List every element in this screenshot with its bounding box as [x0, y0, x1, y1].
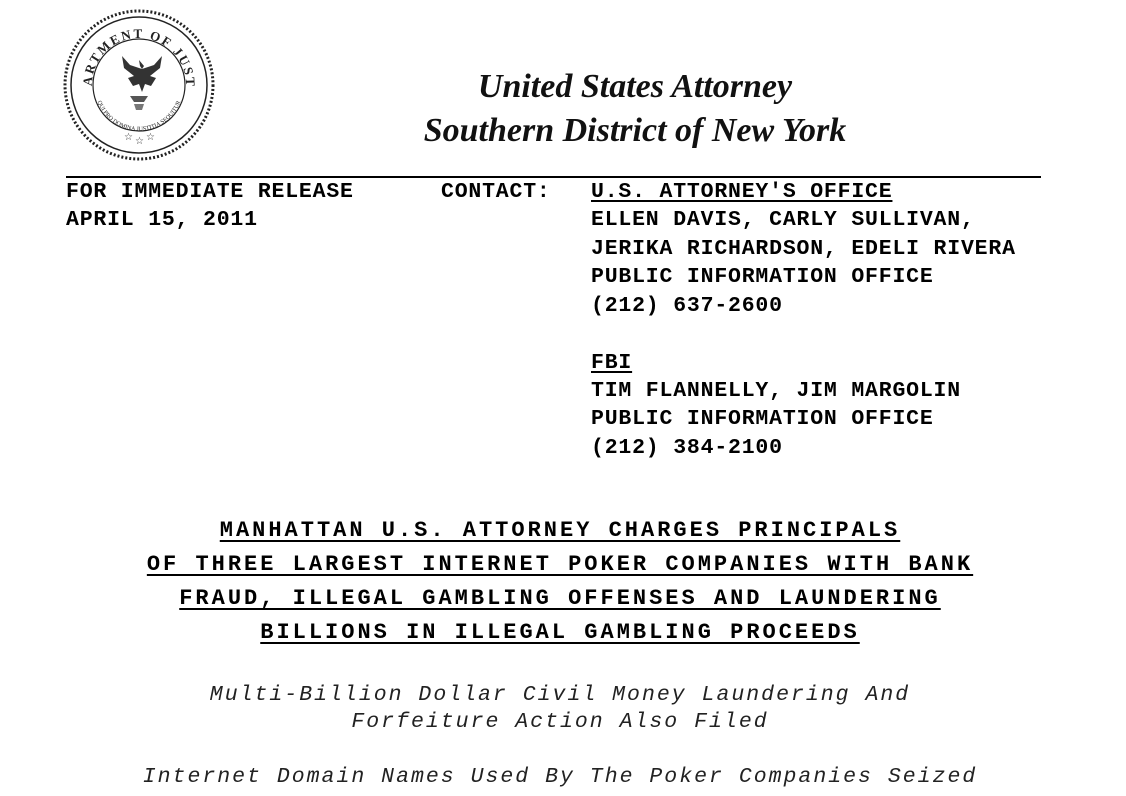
doj-seal-icon	[62, 8, 216, 162]
headline-line2: OF THREE LARGEST INTERNET POKER COMPANIES WITH BANK	[146, 552, 974, 577]
seal-motto: QUI PRO DOMINA JUSTITIA SEQUITUR	[95, 99, 183, 133]
subheadline-line1: Multi-Billion Dollar Civil Money Laundering And	[209, 683, 911, 707]
headline-line4: BILLIONS IN ILLEGAL GAMBLING PROCEEDS	[260, 620, 860, 645]
contact-label: CONTACT:	[441, 180, 551, 204]
usao-names-line1: ELLEN DAVIS, CARLY SULLIVAN,	[591, 208, 975, 232]
usao-names-line2: JERIKA RICHARDSON, EDELI RIVERA	[591, 237, 1016, 261]
subheadline-line3: Internet Domain Names Used By The Poker Companies Seized	[142, 765, 978, 789]
release-date: APRIL 15, 2011	[66, 208, 258, 232]
usao-heading: U.S. ATTORNEY'S OFFICE	[591, 180, 893, 204]
headline-line3: FRAUD, ILLEGAL GAMBLING OFFENSES AND LAUNDERING	[179, 586, 941, 611]
fbi-heading: FBI	[591, 351, 633, 375]
release-label: FOR IMMEDIATE RELEASE	[66, 180, 354, 204]
fbi-office: PUBLIC INFORMATION OFFICE	[591, 407, 934, 431]
fbi-phone: (212) 384-2100	[591, 436, 783, 460]
usao-phone: (212) 637-2600	[591, 294, 783, 318]
office-title-line2: Southern District of New York	[423, 112, 847, 149]
office-title-line1: United States Attorney	[477, 68, 793, 105]
svg-text:☆: ☆	[135, 136, 144, 147]
svg-text:☆: ☆	[146, 132, 155, 143]
seal-ring-text: ARTMENT OF JUST	[79, 25, 199, 89]
subheadline-line2: Forfeiture Action Also Filed	[351, 710, 769, 734]
usao-office: PUBLIC INFORMATION OFFICE	[591, 265, 934, 289]
fbi-names: TIM FLANNELLY, JIM MARGOLIN	[591, 379, 961, 403]
svg-text:☆: ☆	[124, 132, 133, 143]
headline-line1: MANHATTAN U.S. ATTORNEY CHARGES PRINCIPALS	[219, 518, 901, 543]
